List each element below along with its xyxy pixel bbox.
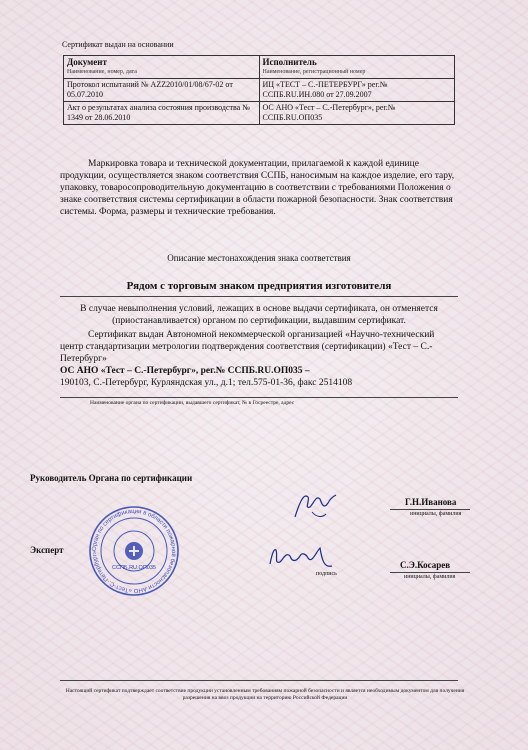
expert-label: Эксперт	[30, 545, 64, 555]
executor-column-subtitle: Наименование, регистрационный номер	[262, 69, 366, 75]
issued-by-underline	[60, 397, 458, 398]
footer-text: Настоящий сертификат подтверждает соответствие продукции установленным требованиям пожарной безопасности и является необходимым документом для получения разрешения на ввоз продукции на территорию Российской Федерации	[65, 688, 465, 701]
executor-cell: ОС АНО «Тест – С.-Петербург», рег.№ ССПБ.RU.ОП035	[259, 102, 455, 125]
issued-by-caption: Наименование органа по сертификации, выдавшего сертификат, № в Госреестре, адрес	[90, 400, 295, 406]
marking-paragraph: Маркировка товара и технической документации, прилагаемой к каждой единице продукции, осуществляется знаком соответствия ССПБ, наносимым на каждое изделие, его тару, упаковку, товаросопроводительную документацию в соответствии с требованиями Положения о знаке соответствия системы сертификации в области пожарной безопасности. Знак соответствия системы. Форма, размеры и технические требования.	[60, 159, 455, 217]
footer-line	[60, 680, 458, 681]
expert-signature	[266, 540, 336, 572]
expert-signature-caption: подпись	[316, 571, 337, 577]
executor-cell: ИЦ «ТЕСТ – С.-ПЕТЕРБУРГ» рег.№ ССПБ.RU.ИН.080 от 27.09.2007	[259, 79, 455, 102]
table-row	[64, 79, 455, 102]
expert-name-caption: инициалы, фамилия	[404, 574, 456, 580]
expert-name-underline	[390, 572, 470, 573]
document-cell: Протокол испытаний № AZZ2010/01/08/67-02 от 05.07.2010	[64, 79, 260, 102]
head-name-underline	[390, 509, 470, 510]
issued-by-organization: ОС АНО «Тест – С.-Петербург», рег.№ ССПБ.RU.ОП035 –	[60, 366, 310, 376]
revocation-paragraph: В случае невыполнения условий, лежащих в основе выдачи сертификата, он отменяется (приостанавливается) органом по сертификации, выдавшим сертификат.	[80, 304, 438, 326]
head-signature	[292, 487, 342, 523]
stamp-number: ССПБ.RU.ОП035	[112, 565, 156, 571]
basis-table-header-executor	[259, 56, 455, 79]
location-underline	[60, 296, 458, 297]
issued-by-paragraph: Сертификат выдан Автономной некоммерческой организацией «Научно-технический центр стандартизации метрологии подтверждения соответствия (сертификации) «Тест – С.-Петербург»	[60, 330, 435, 364]
issued-by-address: 190103, С.-Петербург, Курляндская ул., д.1; тел.575-01-36, факс 2514108	[60, 378, 353, 388]
document-column-title: Документ	[67, 57, 107, 67]
head-name-caption: инициалы, фамилия	[410, 511, 462, 517]
basis-caption: Сертификат выдан на основании	[62, 40, 174, 49]
expert-name: С.Э.Косарев	[400, 560, 451, 570]
document-cell: Акт о результатах анализа состояния производства № 1349 от 28.06.2010	[64, 102, 260, 125]
basis-table	[63, 55, 455, 125]
head-label: Руководитель Органа по сертификации	[30, 473, 193, 483]
executor-column-title: Исполнитель	[262, 57, 317, 67]
basis-table-header-document	[64, 56, 260, 79]
stamp-ring-text: Орган по сертификации в области пожарной безопасности АНО «Тест-С.-Петербург»	[91, 508, 177, 594]
organization-stamp	[88, 505, 180, 597]
location-value: Рядом с торговым знаком предприятия изготовителя	[126, 280, 392, 292]
table-row	[64, 102, 455, 125]
document-column-subtitle: Наименование, номер, дата	[67, 69, 137, 75]
location-caption: Описание местонахождения знака соответствия	[167, 253, 351, 263]
head-name: Г.Н.Иванова	[405, 497, 457, 507]
